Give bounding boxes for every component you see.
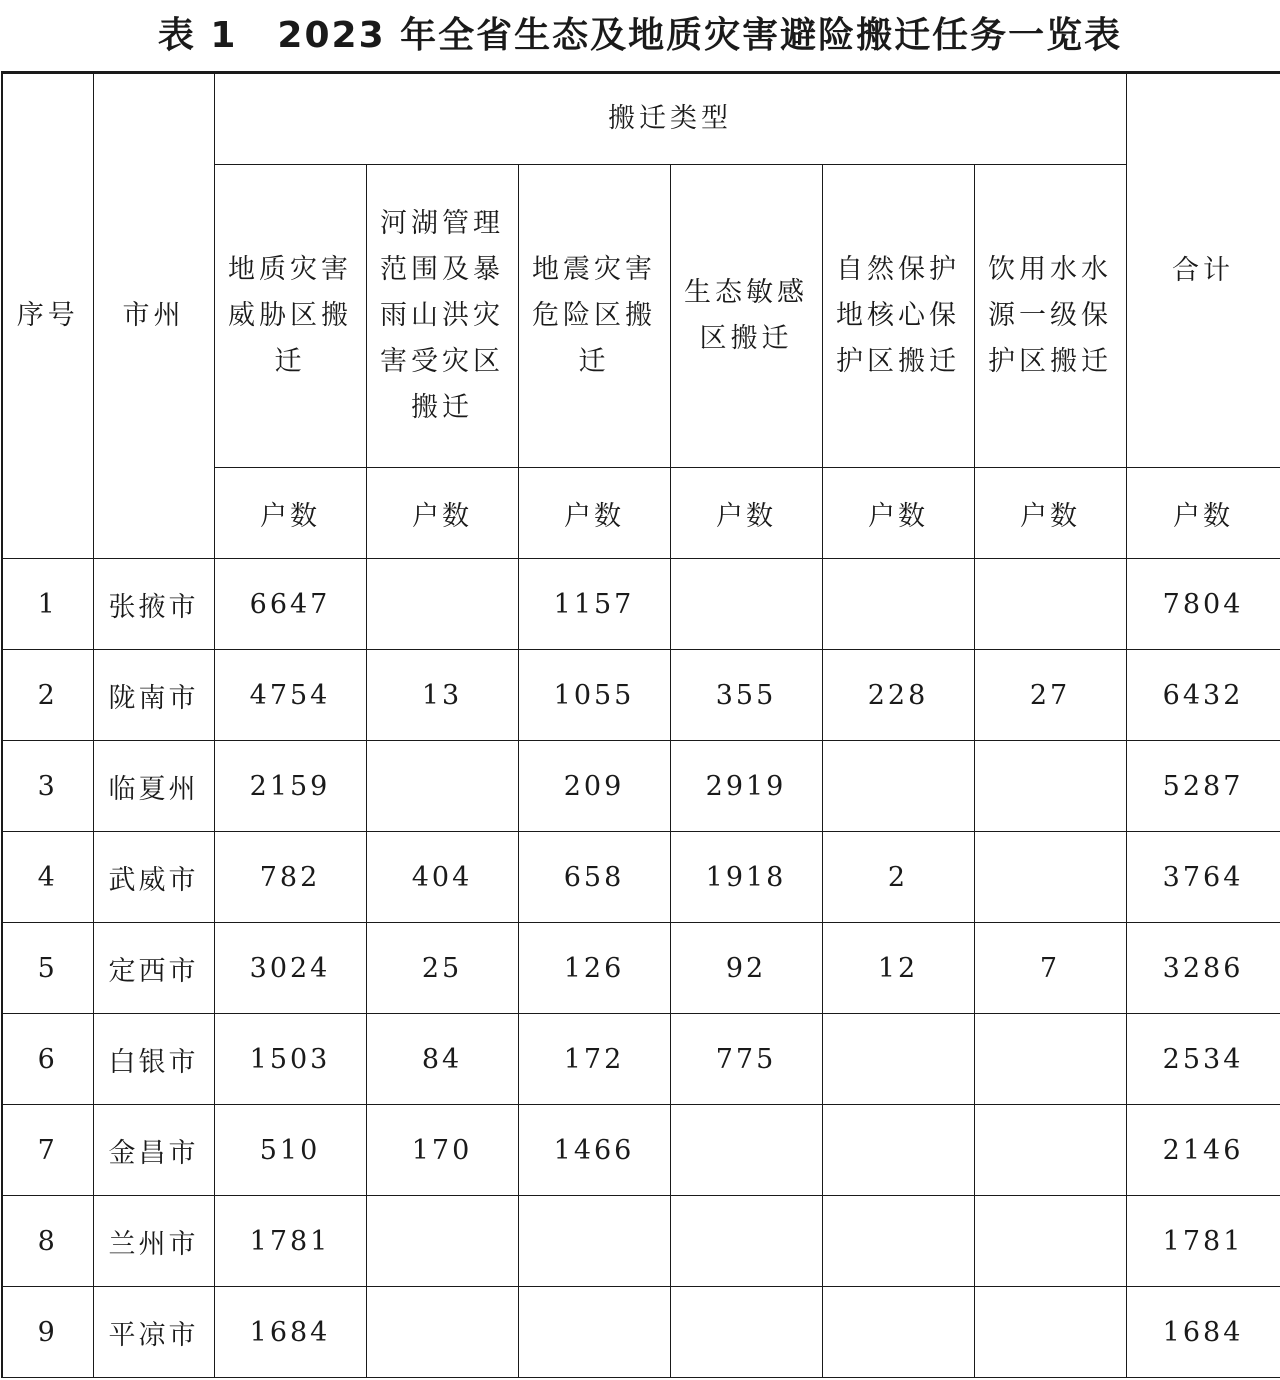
row-total: 3764	[1126, 832, 1280, 923]
row-value: 2919	[670, 741, 822, 832]
row-value	[822, 741, 974, 832]
row-value	[670, 559, 822, 650]
relocation-task-table	[1, 71, 1280, 1378]
row-value	[366, 1287, 518, 1378]
row-index: 1	[2, 559, 93, 650]
row-value	[366, 559, 518, 650]
row-value	[974, 1014, 1126, 1105]
unit-label: 户数	[670, 468, 822, 559]
row-city: 兰州市	[93, 1196, 214, 1287]
row-value	[366, 741, 518, 832]
row-total: 6432	[1126, 650, 1280, 741]
row-value: 170	[366, 1105, 518, 1196]
row-value: 2	[822, 832, 974, 923]
header-row-group	[2, 73, 1280, 165]
header-type-geohazard: 地质灾害威胁区搬迁	[214, 165, 366, 468]
row-value	[822, 1105, 974, 1196]
row-value: 1055	[518, 650, 670, 741]
row-value: 6647	[214, 559, 366, 650]
row-value: 27	[974, 650, 1126, 741]
row-value: 3024	[214, 923, 366, 1014]
row-city: 武威市	[93, 832, 214, 923]
row-city: 金昌市	[93, 1105, 214, 1196]
row-value: 13	[366, 650, 518, 741]
row-value	[670, 1287, 822, 1378]
unit-label: 户数	[518, 468, 670, 559]
row-index: 6	[2, 1014, 93, 1105]
header-total: 合计	[1126, 73, 1280, 468]
row-value: 126	[518, 923, 670, 1014]
row-value	[822, 1014, 974, 1105]
row-value: 84	[366, 1014, 518, 1105]
header-type-ecological: 生态敏感区搬迁	[670, 165, 822, 468]
row-value	[974, 832, 1126, 923]
table-title-text: 2023 年全省生态及地质灾害避险搬迁任务一览表	[277, 15, 1123, 56]
table-row	[2, 650, 1280, 741]
row-value	[974, 1196, 1126, 1287]
row-value	[974, 741, 1126, 832]
header-type-water-source: 饮用水水源一级保护区搬迁	[974, 165, 1126, 468]
table-row	[2, 1287, 1280, 1378]
row-index: 4	[2, 832, 93, 923]
table-row	[2, 1014, 1280, 1105]
row-city: 临夏州	[93, 741, 214, 832]
unit-label: 户数	[822, 468, 974, 559]
row-value	[822, 559, 974, 650]
row-index: 8	[2, 1196, 93, 1287]
row-value: 1466	[518, 1105, 670, 1196]
row-total: 5287	[1126, 741, 1280, 832]
row-value: 7	[974, 923, 1126, 1014]
unit-label: 户数	[366, 468, 518, 559]
row-value	[366, 1196, 518, 1287]
row-value: 12	[822, 923, 974, 1014]
row-city: 白银市	[93, 1014, 214, 1105]
table-number: 表 1	[157, 15, 238, 56]
row-index: 3	[2, 741, 93, 832]
row-value: 209	[518, 741, 670, 832]
unit-label: 户数	[214, 468, 366, 559]
row-value: 25	[366, 923, 518, 1014]
row-value: 1684	[214, 1287, 366, 1378]
header-city: 市州	[93, 73, 214, 559]
row-index: 9	[2, 1287, 93, 1378]
row-value	[822, 1196, 974, 1287]
table-title	[0, 8, 1280, 64]
row-value: 228	[822, 650, 974, 741]
row-city: 定西市	[93, 923, 214, 1014]
header-type-nature-reserve: 自然保护地核心保护区搬迁	[822, 165, 974, 468]
row-total: 2534	[1126, 1014, 1280, 1105]
row-total: 2146	[1126, 1105, 1280, 1196]
row-city: 平凉市	[93, 1287, 214, 1378]
row-value	[974, 1105, 1126, 1196]
row-index: 7	[2, 1105, 93, 1196]
row-value: 4754	[214, 650, 366, 741]
row-total: 3286	[1126, 923, 1280, 1014]
table-row	[2, 1105, 1280, 1196]
row-total: 7804	[1126, 559, 1280, 650]
table-row	[2, 1196, 1280, 1287]
row-value: 782	[214, 832, 366, 923]
unit-label: 户数	[1126, 468, 1280, 559]
row-value: 1503	[214, 1014, 366, 1105]
row-value: 404	[366, 832, 518, 923]
row-value: 510	[214, 1105, 366, 1196]
row-total: 1684	[1126, 1287, 1280, 1378]
row-value: 1157	[518, 559, 670, 650]
row-value	[518, 1196, 670, 1287]
row-value	[670, 1196, 822, 1287]
table-row	[2, 559, 1280, 650]
table-row	[2, 832, 1280, 923]
row-value: 1781	[214, 1196, 366, 1287]
unit-label: 户数	[974, 468, 1126, 559]
row-value: 2159	[214, 741, 366, 832]
row-city: 陇南市	[93, 650, 214, 741]
header-index: 序号	[2, 73, 93, 559]
header-relocation-type: 搬迁类型	[214, 73, 1126, 165]
row-value	[518, 1287, 670, 1378]
row-value: 658	[518, 832, 670, 923]
row-index: 2	[2, 650, 93, 741]
row-value: 775	[670, 1014, 822, 1105]
row-value: 92	[670, 923, 822, 1014]
row-value: 355	[670, 650, 822, 741]
row-value	[822, 1287, 974, 1378]
row-value	[670, 1105, 822, 1196]
row-value: 1918	[670, 832, 822, 923]
row-total: 1781	[1126, 1196, 1280, 1287]
header-type-earthquake: 地震灾害危险区搬迁	[518, 165, 670, 468]
row-value: 172	[518, 1014, 670, 1105]
row-value	[974, 559, 1126, 650]
header-type-river-flood: 河湖管理范围及暴雨山洪灾害受灾区搬迁	[366, 165, 518, 468]
row-value	[974, 1287, 1126, 1378]
table-row	[2, 923, 1280, 1014]
row-index: 5	[2, 923, 93, 1014]
row-city: 张掖市	[93, 559, 214, 650]
table-row	[2, 741, 1280, 832]
